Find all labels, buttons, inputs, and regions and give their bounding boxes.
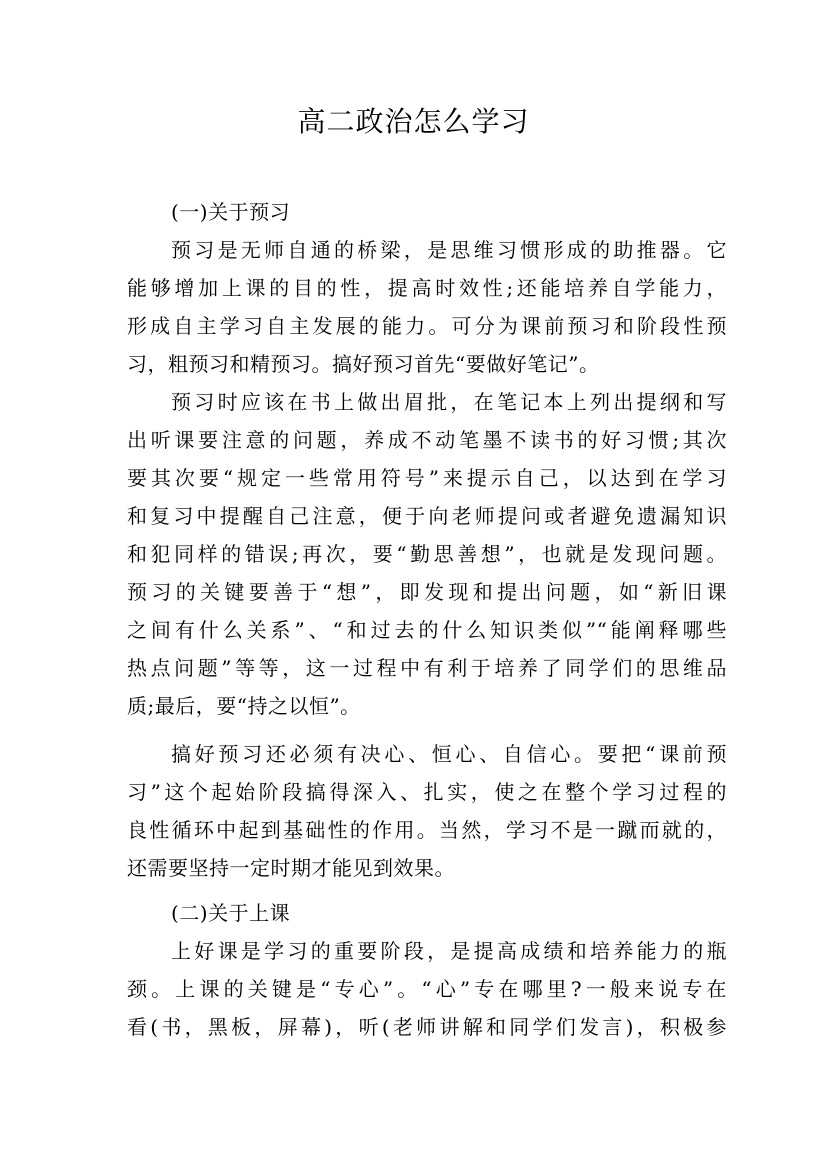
paragraph-line: 预习的关键要善于“想”，即发现和提出问题，如“新旧课: [127, 580, 727, 604]
paragraph-line: 习”这个起始阶段搞得深入、扎实，使之在整个学习过程的: [127, 780, 727, 804]
paragraph-line: 还需要坚持一定时期才能见到效果。: [127, 856, 455, 880]
paragraph-line: 习，粗预习和精预习。搞好预习首先“要做好笔记”。: [127, 352, 600, 376]
paragraph-line: 能够增加上课的目的性，提高时效性;还能培养自学能力，: [127, 276, 727, 300]
paragraph-line: 良性循环中起到基础性的作用。当然，学习不是一蹴而就的，: [127, 818, 727, 842]
page-title: 高二政治怎么学习: [297, 105, 530, 138]
paragraph-line: 和复习中提醒自己注意，便于向老师提问或者避免遗漏知识: [127, 504, 727, 528]
paragraph-line: 看(书，黑板，屏幕)，听(老师讲解和同学们发言)，积极参: [127, 1015, 727, 1039]
paragraph-line: 热点问题”等等，这一过程中有利于培养了同学们的思维品: [127, 656, 727, 680]
section-heading-class: (二)关于上课: [171, 901, 291, 925]
paragraph-line: 预习是无师自通的桥梁，是思维习惯形成的助推器。它: [171, 238, 727, 262]
paragraph-line: 预习时应该在书上做出眉批，在笔记本上列出提纲和写: [171, 390, 727, 414]
paragraph-line: 和犯同样的错误;再次，要“勤思善想”，也就是发现问题。: [127, 542, 727, 566]
paragraph-line: 颈。上课的关键是“专心”。“心”专在哪里?一般来说专在: [127, 977, 727, 1001]
paragraph-line: 质;最后，要“持之以恒”。: [127, 694, 361, 718]
section-heading-preview: (一)关于预习: [171, 200, 291, 224]
paragraph-line: 之间有什么关系”、“和过去的什么知识类似”“能阐释哪些: [127, 618, 727, 642]
paragraph-line: 要其次要“规定一些常用符号”来提示自己，以达到在学习: [127, 466, 727, 490]
paragraph-line: 搞好预习还必须有决心、恒心、自信心。要把“课前预: [171, 742, 727, 766]
paragraph-line: 上好课是学习的重要阶段，是提高成绩和培养能力的瓶: [171, 939, 727, 963]
paragraph-line: 形成自主学习自主发展的能力。可分为课前预习和阶段性预: [127, 314, 727, 338]
paragraph-line: 出听课要注意的问题，养成不动笔墨不读书的好习惯;其次: [127, 428, 727, 452]
